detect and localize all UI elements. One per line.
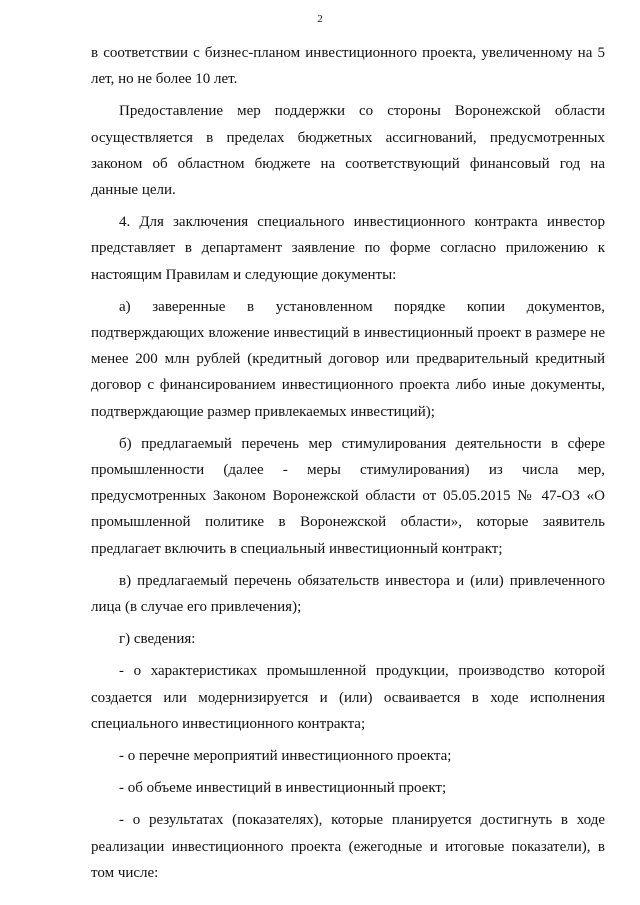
paragraph-subitem-a: а) заверенные в установленном порядке копии документов, подтверждающих вложение инвестиций в инвестиционный проект в размере не менее 200 млн рублей (кредитный договор или предварительный кредитный договор с финансированием инвестиционного проекта либо иные документы, подтверждающие размер привлекаемых инвестиций); [91,298,605,420]
page-number: 2 [317,13,323,25]
paragraph-subitem-g: г) сведения: [119,631,196,648]
paragraph-support-measures: Предоставление мер поддержки со стороны Воронежской области осуществляется в пределах бюджетных ассигнований, предусмотренных законом об областном бюджете на соответствующий финансовый год на данные цели. [91,103,605,199]
paragraph-bullet-activities: - о перечне мероприятий инвестиционного проекта; [119,748,452,765]
paragraph-subitem-b: б) предлагаемый перечень мер стимулирования деятельности в сфере промышленности (далее - меры стимулирования) из числа мер, предусмотренных Законом Воронежской области от 05.05.2015 № 47-ОЗ «О промышленной политике в Воронежской области», которые заявитель предлагает включить в специальный инвестиционный контракт; [91,435,605,557]
paragraph-bullet-results: - о результатах (показателях), которые планируется достигнуть в ходе реализации инвестиционного проекта (ежегодные и итоговые показатели), в том числе: [91,812,605,881]
document-body [91,40,605,886]
paragraph-item-4: 4. Для заключения специального инвестиционного контракта инвестор представляет в департамент заявление по форме согласно приложению к настоящим Правилам и следующие документы: [91,214,605,283]
paragraph-bullet-investment-volume: - об объеме инвестиций в инвестиционный проект; [119,780,447,797]
paragraph-bullet-characteristics: - о характеристиках промышленной продукции, производство которой создается или модернизируется и (или) осваивается в ходе исполнения специального инвестиционного контракта; [91,663,605,732]
paragraph-subitem-v: в) предлагаемый перечень обязательств инвестора и (или) привлеченного лица (в случае его привлечения); [91,572,605,616]
paragraph-continuation: в соответствии с бизнес-планом инвестиционного проекта, увеличенному на 5 лет, но не более 10 лет. [91,45,605,88]
